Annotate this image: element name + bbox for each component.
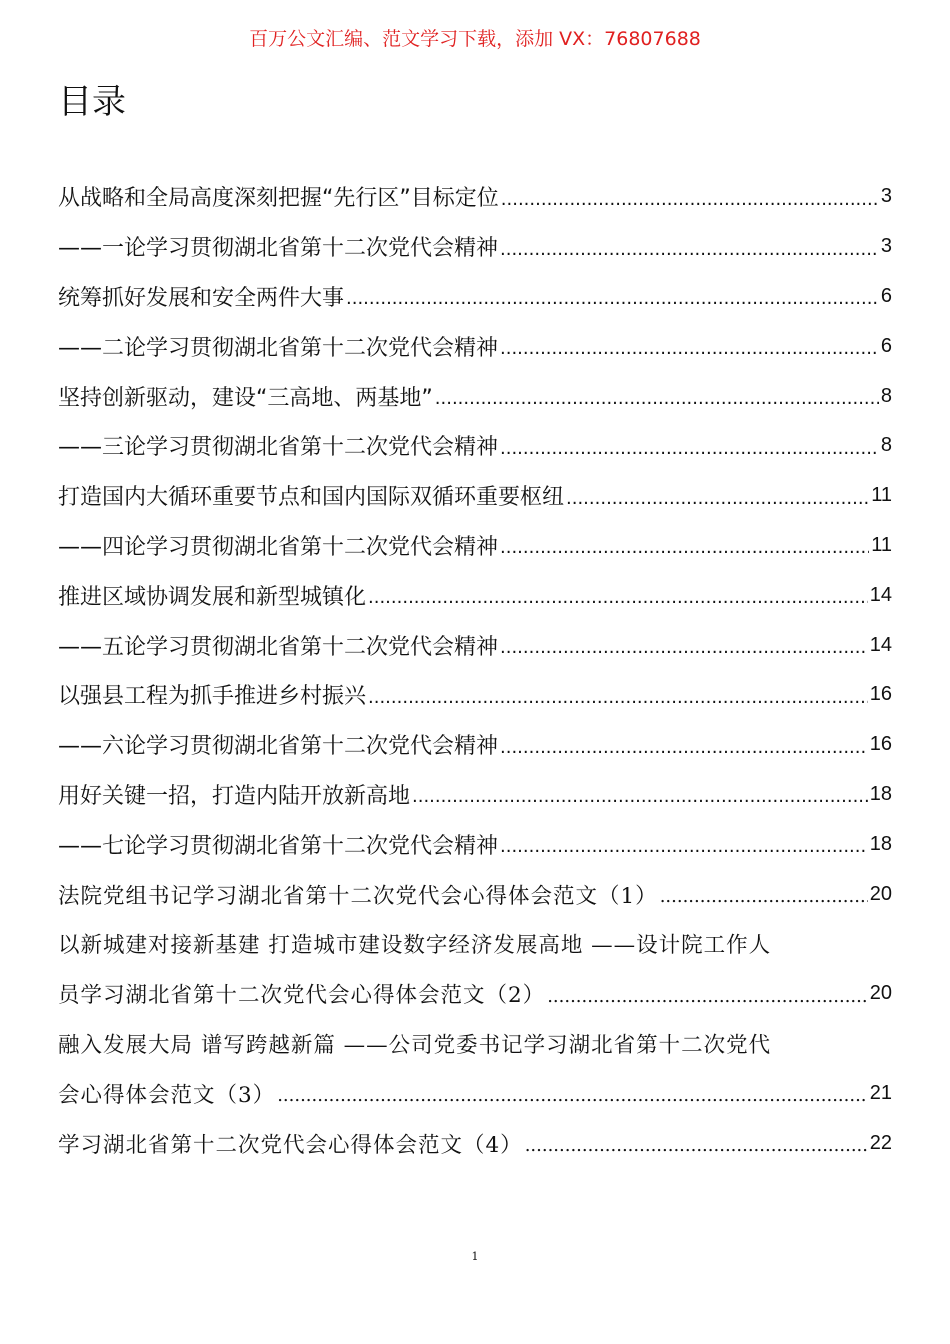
- toc-entry[interactable]: [58, 670, 892, 720]
- toc-entry-page: 11: [871, 484, 892, 507]
- toc-entry-title: 统筹抓好发展和安全两件大事: [58, 285, 345, 311]
- page-number: 1: [471, 1250, 479, 1263]
- toc-entry-line[interactable]: [58, 919, 892, 969]
- toc-entry-title: 坚持创新驱动，建设“三高地、两基地”: [58, 385, 433, 411]
- toc-entry[interactable]: [58, 969, 892, 1019]
- toc-entry[interactable]: [58, 570, 892, 620]
- toc-entry[interactable]: [58, 272, 892, 322]
- toc-entry-page: 3: [880, 235, 892, 258]
- dot-leader: [500, 637, 868, 670]
- toc-entry[interactable]: [58, 421, 892, 471]
- toc-entry[interactable]: [58, 222, 892, 272]
- toc-entry-title: 以强县工程为抓手推进乡村振兴: [58, 684, 367, 710]
- toc-entry-title-line1: 以新城建对接新基建 打造城市建设数字经济发展高地 ——设计院工作人: [58, 933, 772, 959]
- toc-entry-page: 6: [880, 334, 892, 357]
- toc-entry[interactable]: [58, 172, 892, 222]
- toc-entry-title: 法院党组书记学习湖北省第十二次党代会心得体会范文（1）: [58, 883, 658, 909]
- toc-entry[interactable]: [58, 471, 892, 521]
- toc-entry-page: 20: [869, 882, 892, 905]
- toc-entry-title: ——一论学习贯彻湖北省第十二次党代会精神: [58, 236, 499, 262]
- toc-entry-page: 8: [880, 434, 892, 457]
- toc-entry-title: 从战略和全局高度深刻把握“先行区”目标定位: [58, 186, 499, 212]
- dot-leader: [277, 1085, 868, 1118]
- dot-leader: [368, 687, 868, 720]
- toc-entry-title: 会心得体会范文（3）: [58, 1082, 276, 1108]
- toc-entry-title: ——二论学习贯彻湖北省第十二次党代会精神: [58, 335, 499, 361]
- toc-entry-page: 14: [869, 583, 892, 606]
- dot-leader: [368, 587, 868, 620]
- toc-entry-title: ——七论学习贯彻湖北省第十二次党代会精神: [58, 833, 499, 859]
- page-title: 目录: [58, 82, 126, 122]
- toc-entry[interactable]: [58, 720, 892, 770]
- toc-entry[interactable]: [58, 321, 892, 371]
- toc-entry-page: 16: [869, 733, 892, 756]
- toc-entry-page: 21: [869, 1081, 892, 1104]
- toc-entry-title: 推进区域协调发展和新型城镇化: [58, 584, 367, 610]
- toc-entry-title: 打造国内大循环重要节点和国内国际双循环重要枢纽: [58, 485, 565, 511]
- dot-leader: [435, 388, 879, 421]
- toc-entry-title: 员学习湖北省第十二次党代会心得体会范文（2）: [58, 983, 546, 1009]
- toc-entry-title: 学习湖北省第十二次党代会心得体会范文（4）: [58, 1132, 523, 1158]
- dot-leader: [547, 986, 868, 1019]
- toc-entry[interactable]: [58, 869, 892, 919]
- dot-leader: [660, 886, 868, 919]
- dot-leader: [525, 1135, 868, 1168]
- toc-entry[interactable]: [58, 1068, 892, 1118]
- toc-entry[interactable]: [58, 371, 892, 421]
- dot-leader: [500, 438, 879, 471]
- toc-entry-page: 11: [871, 533, 892, 556]
- toc-entry-page: 6: [880, 284, 892, 307]
- dot-leader: [346, 288, 879, 321]
- dot-leader: [500, 338, 879, 371]
- toc-entry-page: 8: [880, 384, 892, 407]
- toc-entry[interactable]: [58, 620, 892, 670]
- toc-entry[interactable]: [58, 819, 892, 869]
- watermark-header: 百万公文汇编、范文学习下载，添加 VX：76807688: [249, 28, 701, 50]
- dot-leader: [412, 786, 868, 819]
- toc-entry-page: 22: [869, 1131, 892, 1154]
- toc-entry-title: 用好关键一招，打造内陆开放新高地: [58, 783, 411, 809]
- toc-entry-title: ——六论学习贯彻湖北省第十二次党代会精神: [58, 734, 499, 760]
- toc-entry-title: ——三论学习贯彻湖北省第十二次党代会精神: [58, 435, 499, 461]
- toc-entry-page: 16: [869, 683, 892, 706]
- table-of-contents: [58, 172, 892, 1168]
- toc-entry-page: 18: [869, 832, 892, 855]
- toc-entry-page: 18: [869, 782, 892, 805]
- toc-entry-title-line1: 融入发展大局 谱写跨越新篇 ——公司党委书记学习湖北省第十二次党代: [58, 1032, 772, 1058]
- toc-entry[interactable]: [58, 1118, 892, 1168]
- dot-leader: [501, 189, 879, 222]
- toc-entry-title: ——五论学习贯彻湖北省第十二次党代会精神: [58, 634, 499, 660]
- dot-leader: [500, 239, 879, 272]
- dot-leader: [566, 488, 869, 521]
- toc-entry-page: 3: [880, 185, 892, 208]
- dot-leader: [500, 737, 868, 770]
- toc-entry-page: 14: [869, 633, 892, 656]
- dot-leader: [500, 836, 868, 869]
- toc-entry-line[interactable]: [58, 1019, 892, 1069]
- toc-entry[interactable]: [58, 770, 892, 820]
- toc-entry-title: ——四论学习贯彻湖北省第十二次党代会精神: [58, 534, 499, 560]
- toc-entry[interactable]: [58, 521, 892, 571]
- dot-leader: [500, 537, 869, 570]
- toc-entry-page: 20: [869, 982, 892, 1005]
